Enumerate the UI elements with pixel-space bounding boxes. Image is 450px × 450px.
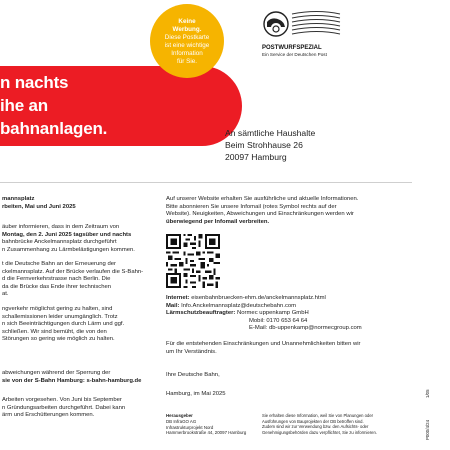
right-paragraph-line: Bitte abonnieren Sie unsere Infomail (rotes Symbol rechts auf der: [166, 203, 337, 210]
place-date: Hamburg, im Mai 2025: [166, 391, 226, 397]
no-advertising-badge: [150, 4, 224, 78]
right-paragraph-line: Auf unserer Website erhalten Sie ausführliche und aktuelle Informationen.: [166, 196, 359, 202]
headline-line-3: bahnanlagen.: [0, 119, 108, 138]
left-paragraph-line: t die Deutsche Bahn an der Erneuerung der: [2, 261, 116, 267]
internet-label: Internet:: [166, 295, 190, 301]
left-title-2: rbeiten, Mai und Juni 2025: [2, 204, 76, 210]
left-paragraph-line: n sich Beeinträchtigungen durch Lärm und ggf.: [2, 321, 125, 327]
side-code: 1/05: [425, 389, 430, 398]
left-paragraph-line: bahnbrücke Anckelmannsplatz durchgeführt: [2, 239, 117, 245]
left-paragraph-line: sie von der S-Bahn Hamburg: s-bahn-hamburg.de: [2, 377, 142, 384]
address-line-1: An sämtliche Haushalte: [225, 128, 316, 138]
qr-code[interactable]: [166, 234, 220, 288]
disclaimer-line: Zudem sind wir zur Verwendung bzw. den Aufsichts- oder: [262, 424, 369, 430]
right-paragraph-line: Website). Neuigkeiten, Abweichungen und Einschränkungen werden wir: [166, 211, 354, 217]
closing: Ihre Deutsche Bahn,: [166, 372, 220, 378]
publisher-title: Herausgeber: [166, 413, 193, 418]
noise-officer-row: [166, 310, 309, 318]
left-paragraph-line: Arbeiten vorgesehen. Von Juni bis September: [2, 397, 122, 403]
website-link[interactable]: eisenbahnbruecken-ehm.de/anckelmannsplatz.html: [191, 295, 326, 301]
headline-line-2: ihe an: [0, 96, 48, 115]
headline-banner: [0, 66, 242, 146]
left-paragraph-line: ärm und Erschütterungen kommen.: [2, 412, 95, 418]
left-title-1: mannsplatz: [2, 196, 35, 202]
fold-line: [0, 182, 412, 183]
address-line-2: Beim Strohhause 26: [225, 140, 303, 150]
badge-line: Diese Postkarte: [164, 34, 210, 41]
left-paragraph-line: n Zusammenhang zu Lärmbelästigungen kommen.: [2, 246, 135, 253]
left-paragraph-line: abweichungen während der Sperrung der: [2, 370, 111, 376]
noise-officer-label: Lärmschutzbeauftragter:: [166, 310, 236, 316]
right-paragraph-line: überwiegend per Infomail verbreiten.: [166, 218, 270, 225]
postage-subtitle: Ein Service der Deutschen Post: [262, 52, 327, 57]
left-paragraph-line: da die Brücke das Ende ihrer technischen: [2, 283, 112, 290]
left-paragraph-line: schließen. Wir sind bemüht, die von den: [2, 328, 107, 335]
left-paragraph-line: ckelmannsplatz. Auf der Brücke verlaufen die S-Bahn-: [2, 268, 144, 275]
publisher-line: Infrastrukturprojekt Nord: [166, 424, 214, 430]
publisher-line: Hammerbrookstraße 44, 20097 Hamburg: [166, 430, 247, 436]
right-paragraph-line: um Ihr Verständnis.: [166, 348, 217, 355]
left-paragraph-line: äuber informieren, dass in dem Zeitraum von: [2, 224, 120, 230]
left-paragraph-line: ngverkehr möglichst gering zu halten, sind: [2, 306, 113, 312]
publisher-line: DB InfraGO AG: [166, 419, 197, 424]
badge-line: Keine: [178, 18, 196, 25]
left-paragraph-line: Störungen so gering wie möglich zu halten.: [2, 336, 115, 342]
left-paragraph-line: d die Fernverkehrstrasse nach Berlin. Die: [2, 276, 111, 282]
postage-title: POSTWURFSPEZIAL: [262, 45, 322, 51]
mail-link[interactable]: Info.Anckelmannsplatz@deutschebahn.com: [181, 302, 297, 309]
mail-row: [166, 303, 296, 311]
left-paragraph-line: Montag, den 2. Juni 2025 tagsüber und nachts: [2, 231, 132, 238]
noise-officer-name: Normec uppenkamp GmbH: [237, 310, 309, 316]
headline-line-1: n nachts: [0, 73, 69, 92]
badge-line: Information: [171, 50, 203, 57]
address-line-3: 20097 Hamburg: [225, 152, 287, 162]
disclaimer-line: Ausführungen von Bauprojekten der DB betroffen sind.: [262, 418, 364, 424]
left-paragraph-line: n Gründungsarbeiten durchgeführt. Dabei kann: [2, 404, 126, 411]
mail-label: Mail:: [166, 302, 180, 309]
badge-line: ist eine wichtige: [164, 42, 210, 49]
side-code: P000/4/24: [425, 419, 430, 440]
disclaimer-line: Genehmigungsbehörden dazu verpflichtet, Sie zu informieren.: [262, 429, 377, 435]
left-paragraph-line: schallemissionen leider unumgänglich. Trotz: [2, 313, 118, 320]
disclaimer-line: Sie erhalten diese Information, weil Sie von Planungen oder: [262, 413, 374, 418]
officer-email[interactable]: E-Mail: db-uppenkamp@normecgroup.com: [249, 325, 362, 331]
internet-row: [166, 295, 326, 303]
left-paragraph-line: at.: [2, 291, 9, 297]
badge-line: für Sie.: [177, 58, 197, 65]
badge-line: Werbung.: [172, 26, 202, 33]
mobile-number[interactable]: Mobil: 0170 653 64 64: [249, 317, 308, 324]
post-horn-icon: [262, 10, 342, 44]
right-paragraph-line: Für die entstehenden Einschränkungen und Unannehmlichkeiten bitten wir: [166, 341, 361, 347]
